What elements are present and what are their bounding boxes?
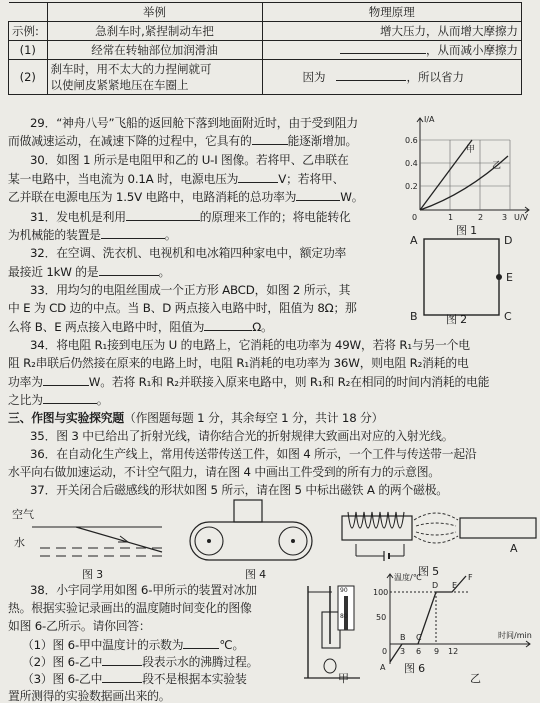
figure-3-caption: 图 3 <box>82 568 103 581</box>
figure-5-caption: 图 5 <box>418 565 439 578</box>
point-e: E <box>452 581 458 590</box>
q29-line1: 29．“神舟八号”飞船的返回舱下落到地面附近时，由于受到阻力 <box>30 116 358 130</box>
q31-line1: 31．发电机是利用 的原理来工作的；将电能转化 <box>30 210 351 224</box>
label-b: B <box>410 310 418 323</box>
row-principle: 增大压力，从而增大摩擦力 <box>262 22 522 41</box>
x-tick: 1 <box>448 213 454 222</box>
q29-line2: 而做减速运动，在减速下降的过程中，它具有的 能逐渐增加。 <box>8 134 358 148</box>
x-tick: 3 <box>502 213 508 222</box>
q36-line2: 水平向右做加速运动，不计空气阻力，请在图 4 中画出工件受到的所有力的示意图。 <box>8 465 440 479</box>
point-d: D <box>432 581 439 590</box>
row-label: 示例: <box>9 22 48 41</box>
q38-line2: 热。根据实验记录画出的温度随时间变化的图像 <box>8 601 252 615</box>
label-c: C <box>504 310 512 323</box>
q33-line2: 中 E 为 CD 边的中点。当 B、D 两点接入电路中时，阻值为 8Ω；那 <box>8 301 357 315</box>
figure-2-square <box>408 230 526 328</box>
y-tick: 0.2 <box>405 182 418 191</box>
x-axis-label: 时间/min <box>498 631 532 640</box>
figure-6-apparatus <box>300 578 364 686</box>
x-tick: 2 <box>478 213 484 222</box>
point-c: C <box>416 633 422 642</box>
q37: 37．开关闭合后磁感线的形状如图 5 所示，请在图 5 中标出磁铁 A 的两个磁极。 <box>30 483 448 497</box>
q35: 35．图 3 中已给出了折射光线，请你结合光的折射规律大致画出对应的入射光线。 <box>30 429 454 443</box>
row-label: (2) <box>9 60 48 95</box>
answer-blank[interactable] <box>102 654 142 666</box>
y-tick: 100 <box>373 588 389 597</box>
answer-blank[interactable] <box>99 264 159 276</box>
water-label: 水 <box>14 536 25 549</box>
answer-blank[interactable] <box>238 171 278 183</box>
row-example: 急刹车时,紧捏制动车把 <box>47 22 262 41</box>
label-d: D <box>504 234 513 247</box>
answer-blank[interactable] <box>126 209 200 221</box>
beaker <box>322 612 340 648</box>
q38-sub1: （1）图 6-甲中温度计的示数为 ℃。 <box>22 638 245 652</box>
y-tick: 50 <box>376 613 387 622</box>
x-tick: 12 <box>448 647 459 656</box>
coil <box>348 512 404 528</box>
label-a: A <box>410 234 418 247</box>
figure-2-caption: 图 2 <box>446 313 467 326</box>
label-e: E <box>506 271 513 284</box>
q38-sub2: （2）图 6-乙中 段表示水的沸腾过程。 <box>22 655 259 669</box>
x-tick: 6 <box>416 647 422 656</box>
origin-label: 0 <box>382 647 388 656</box>
q36-line1: 36．在自动化生产线上，常用传送带传送工件，如图 4 所示，一个工件与传送带一起沿 <box>30 447 477 461</box>
answer-blank[interactable] <box>252 133 288 145</box>
y-axis-label: 温度/℃ <box>394 573 422 582</box>
q34-line1: 34．将电阻 R₁接到电压为 U 的电路上，它消耗的电功率为 49W，若将 R₁与另一个电 <box>30 338 470 352</box>
q30-line2: 某一电路中，当电流为 0.1A 时，电源电压为 V；若将甲、 <box>8 172 345 186</box>
q32-line2: 最接近 1kW 的是 。 <box>8 265 171 279</box>
examples-table <box>8 2 522 95</box>
figure-6-temperature-graph <box>372 568 538 676</box>
y-tick: 0.6 <box>405 136 418 145</box>
answer-blank[interactable] <box>204 319 252 331</box>
field-line <box>416 523 456 526</box>
figure-4-conveyor <box>182 498 320 570</box>
table-header-example: 举例 <box>47 3 262 22</box>
answer-blank[interactable] <box>336 69 406 81</box>
burner <box>324 659 336 673</box>
scale-tick: 90 <box>340 587 348 594</box>
q38-line1: 38．小宇同学用如图 6-甲所示的装置对冰加 <box>30 583 257 597</box>
field-line <box>416 532 456 535</box>
figure-3-refraction <box>12 500 168 570</box>
field-line <box>414 536 458 543</box>
y-axis-label: I/A <box>424 115 435 124</box>
section-heading: 三、作图与实验探究题（作图题每题 1 分，其余每空 1 分，共计 18 分） <box>8 411 384 425</box>
series-label-jia: 甲 <box>466 145 476 155</box>
q30-line1: 30．如图 1 所示是电阻甲和乙的 U-I 图像。若将甲、乙串联在 <box>30 153 349 167</box>
roller-axle <box>207 539 211 543</box>
row-label: (1) <box>9 41 48 60</box>
q33-line3: 么将 B、E 两点接入电路中时，阻值为 Ω。 <box>8 320 273 334</box>
table-row <box>9 41 522 60</box>
magnet-a <box>460 518 536 538</box>
point-f: F <box>468 573 473 582</box>
q30-line3: 乙并联在电源电压为 1.5V 电路中，电路消耗的总功率为 W。 <box>8 190 364 204</box>
point-e <box>496 274 502 280</box>
q38-line3: 如图 6-乙所示。请你回答： <box>8 619 151 633</box>
table-row <box>9 22 522 41</box>
figure-6-caption: 图 6 <box>404 662 425 675</box>
q38-sub3: （3）图 6-乙中 段不是根据本实验装 <box>22 672 247 686</box>
figure-1-ui-graph <box>404 112 536 228</box>
q34-line3: 功率为 W。若将 R₁和 R₂并联接入原来电路中，则 R₁和 R₂在相同的时间内消耗的电能 <box>8 375 490 389</box>
answer-blank[interactable] <box>183 637 219 649</box>
y-tick: 0.4 <box>405 159 418 168</box>
figure-6-jia-label: 甲 <box>338 672 349 685</box>
figure-6-yi-label: 乙 <box>470 672 481 685</box>
field-line <box>414 513 458 520</box>
q38-last: 置所测得的实验数据画出来的。 <box>8 689 171 703</box>
magnet-label: A <box>510 542 518 555</box>
square-wire <box>424 239 499 315</box>
table-header-row <box>9 3 522 22</box>
answer-blank[interactable] <box>340 42 426 54</box>
answer-blank[interactable] <box>102 671 142 683</box>
roller-axle <box>291 539 295 543</box>
answer-blank[interactable] <box>43 392 97 404</box>
air-label: 空气 <box>12 508 34 521</box>
row-principle: ，从而减小摩擦力 <box>262 41 522 60</box>
x-tick: 9 <box>434 647 440 656</box>
figure-4-caption: 图 4 <box>245 568 266 581</box>
x-tick: 0 <box>412 213 418 222</box>
q32-line1: 32．在空调、洗衣机、电视机和电冰箱四种家电中，额定功率 <box>30 246 347 260</box>
answer-blank[interactable] <box>101 227 165 239</box>
series-label-yi: 乙 <box>492 161 502 171</box>
x-axis-label: U/V <box>514 213 529 222</box>
figure-1-caption: 图 1 <box>456 224 477 237</box>
point-b: B <box>400 633 406 642</box>
scale-tick: 80 <box>340 613 348 620</box>
q34-line2: 阻 R₂串联后仍然接在原来的电路上时，电阻 R₁消耗的电功率为 36W，则电阻 R₂消耗的电 <box>8 356 469 370</box>
table-header-principle: 物理原理 <box>262 3 522 22</box>
row-principle: 因为 ，所以省力 <box>262 60 522 95</box>
q31-line2: 为机械能的装置是 。 <box>8 228 177 242</box>
q34-line4: 之比为 。 <box>8 393 109 407</box>
workpiece <box>234 500 262 522</box>
x-tick: 3 <box>400 647 406 656</box>
answer-blank[interactable] <box>296 189 340 201</box>
point-a: A <box>380 663 386 672</box>
figure-5-electromagnet <box>334 500 538 562</box>
row-example: 刹车时，用不太大的力捏闸就可 以使闸皮紧紧地压在车圈上 <box>47 60 262 95</box>
table-header-blank <box>9 3 48 22</box>
table-row <box>9 60 522 95</box>
q33-line1: 33．用均匀的电阻丝围成一个正方形 ABCD，如图 2 所示，其 <box>30 283 351 297</box>
answer-blank[interactable] <box>43 374 89 386</box>
row-example: 经常在转轴部位加润滑油 <box>47 41 262 60</box>
